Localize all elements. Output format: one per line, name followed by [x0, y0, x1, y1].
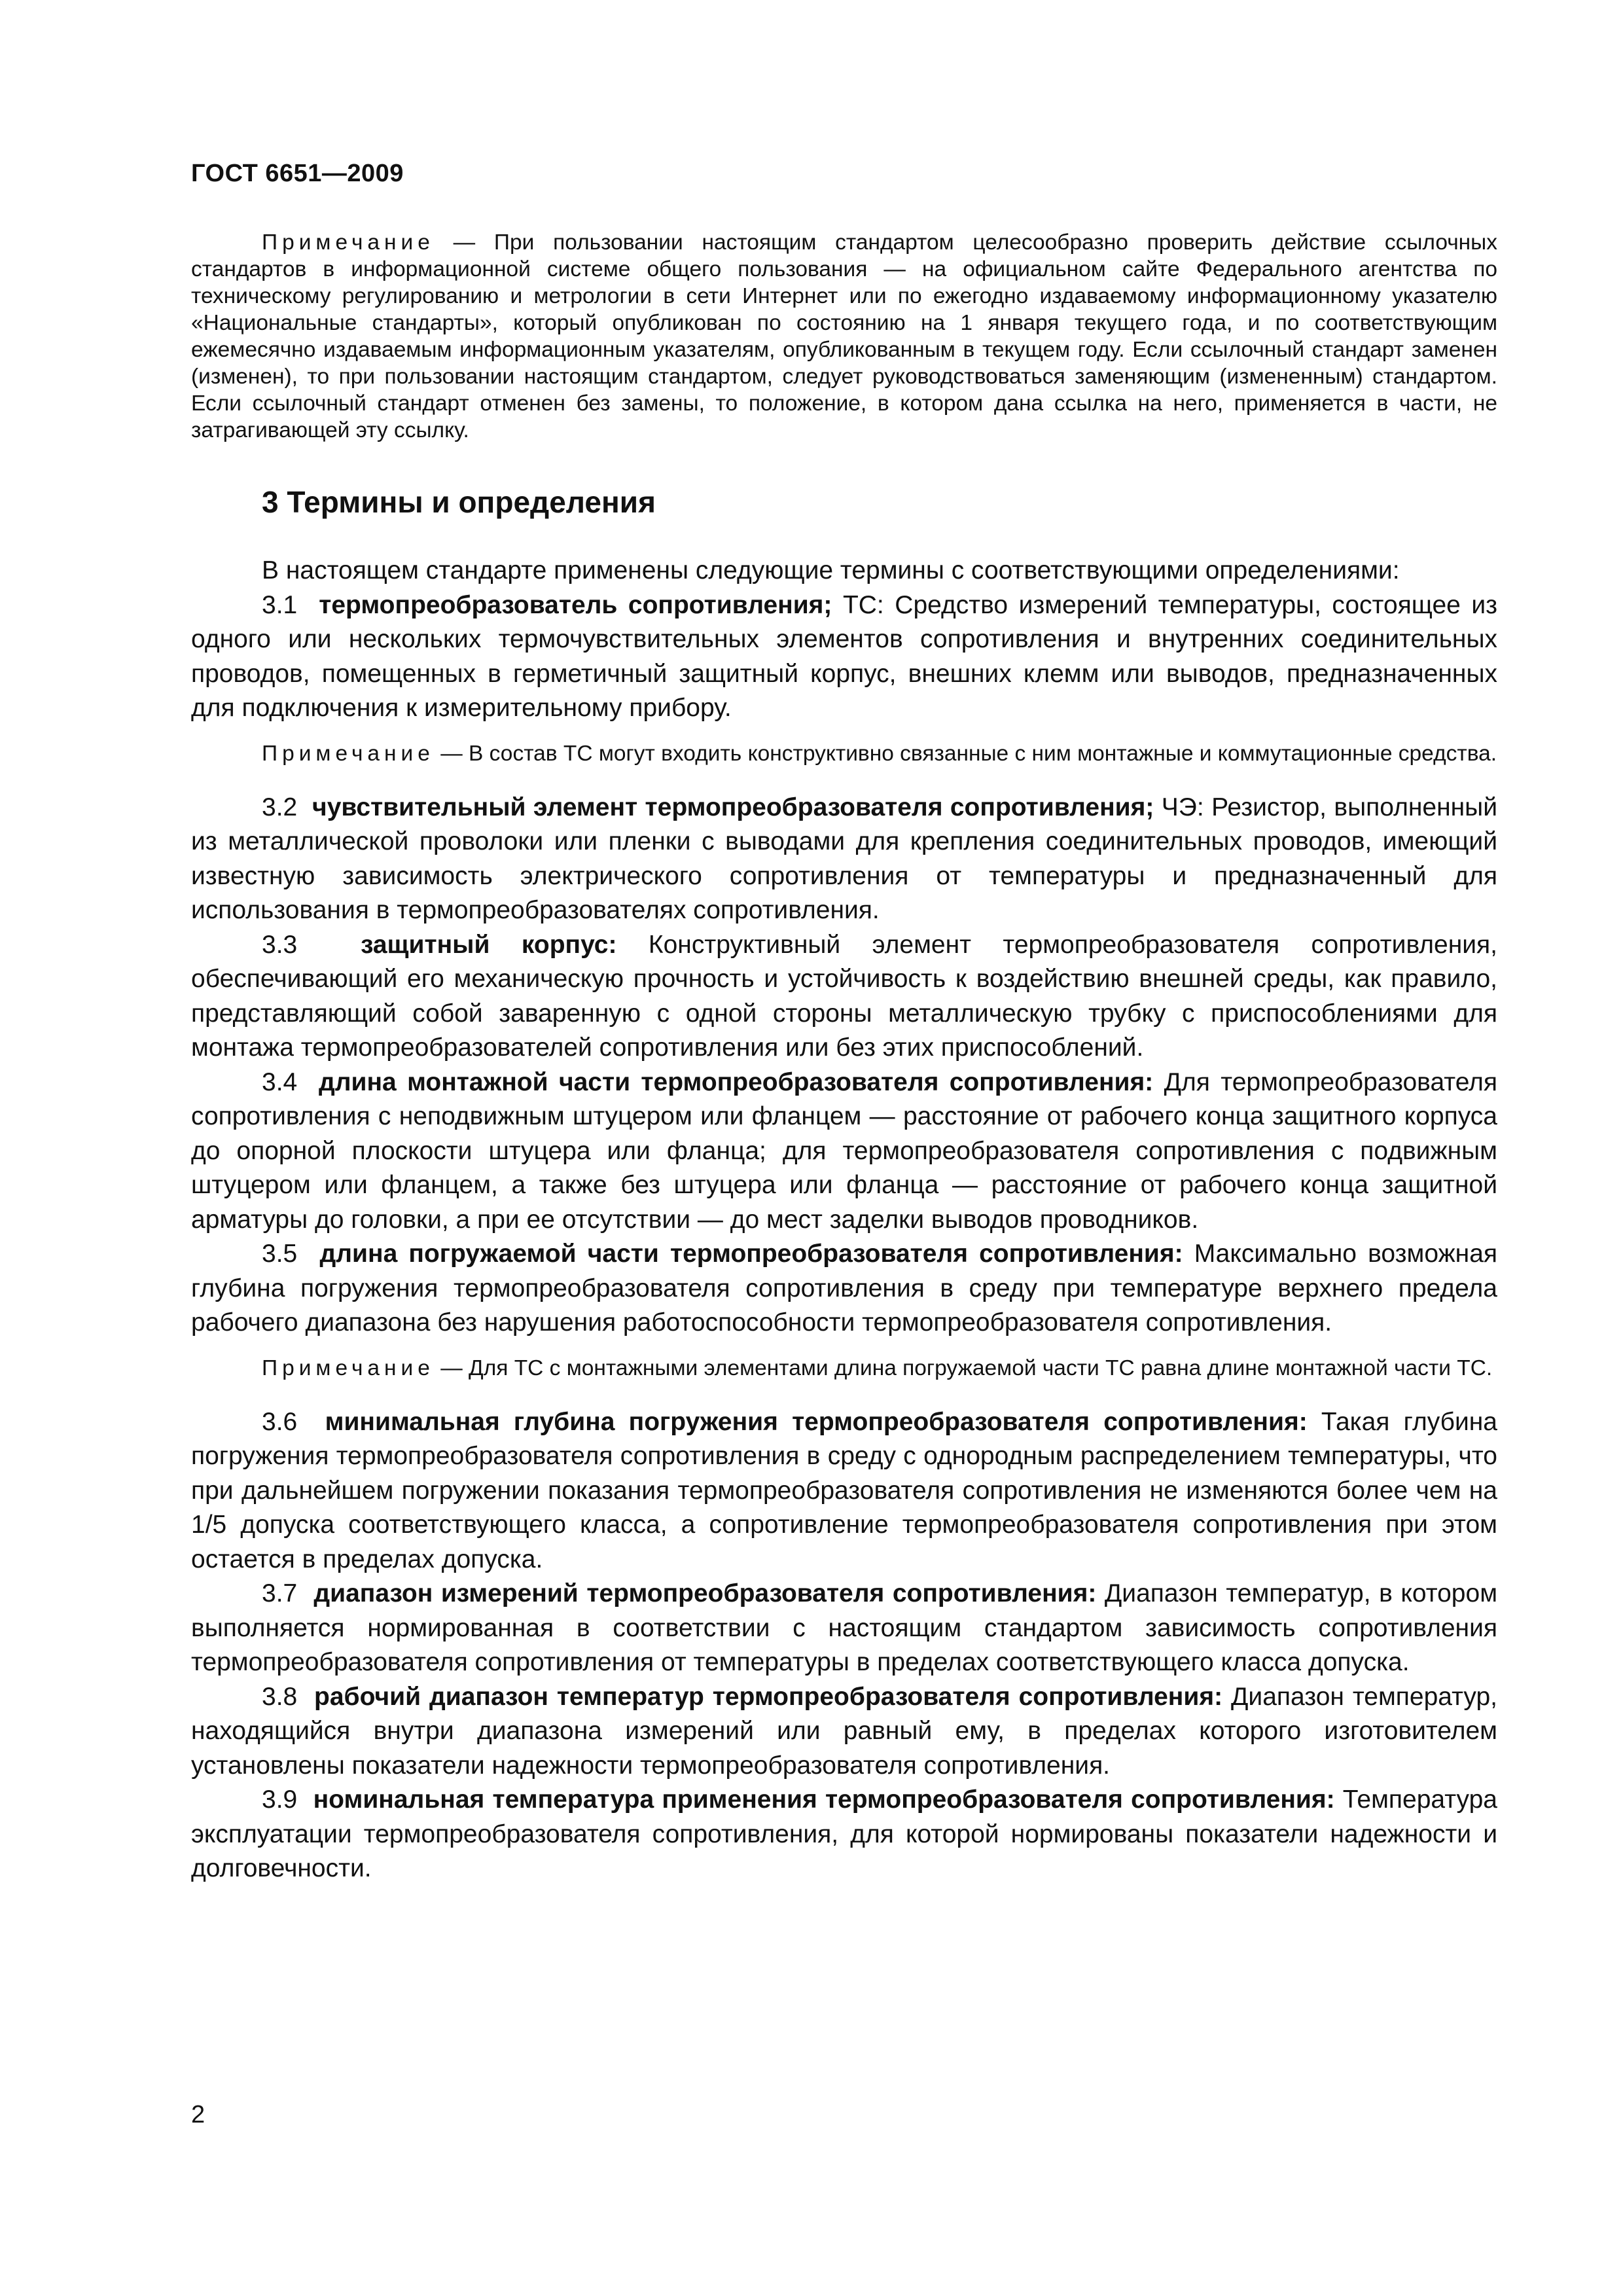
document-id-header: ГОСТ 6651—2009 — [191, 160, 404, 187]
term-3-4 — [191, 1066, 1497, 1238]
term-name: минимальная глубина погружения термопреобразователя сопротивления: — [325, 1407, 1308, 1436]
term-number: 3.8 — [262, 1682, 298, 1711]
term-definition: ТС: Средство измерений температуры, состоящее из одного или нескольких термочувствительных элементов сопротивления и внутренних соединительных проводов, помещенных в герметичный защитный корпус, внешних клемм или выводов, предназначенных для подключения к измерительному прибору. — [191, 590, 1498, 722]
term-definition: Конструктивный элемент термопреобразователя сопротивления, обеспечивающий его механическую прочность и устойчивость к воздействию внешней среды, как правило, представляющий собой заваренную с одной стороны металлическую трубку с приспособлениями для монтажа термопреобразователей сопротивления или без этих приспособлений. — [191, 930, 1497, 1062]
note-label: Примечание — [262, 230, 435, 255]
term-number: 3.6 — [262, 1407, 298, 1436]
term-number: 3.7 — [262, 1579, 298, 1607]
note-dash: — — [434, 230, 494, 255]
term-3-6 — [191, 1405, 1497, 1577]
term-3-1 — [191, 588, 1497, 726]
term-number: 3.4 — [262, 1067, 298, 1096]
term-definition: Максимально возможная глубина погружения термопреобразователя сопротивления в среду при температуре верхнего предела рабочего диапазона без нарушения работоспособности термопреобразователя сопротивления. — [191, 1240, 1498, 1336]
page-content — [191, 229, 1497, 1886]
term-number: 3.5 — [262, 1240, 298, 1268]
term-number: 3.9 — [262, 1785, 298, 1814]
note-label: Примечание — [262, 741, 435, 766]
section-intro: В настоящем стандарте применены следующие термины с соответствующими определениями: — [262, 556, 1400, 584]
term-number: 3.2 — [262, 793, 298, 821]
section-heading: 3 Термины и определения — [262, 485, 656, 519]
term-3-3 — [191, 928, 1497, 1066]
term-name: длина погружаемой части термопреобразователя сопротивления: — [319, 1240, 1183, 1268]
term-note-2 — [191, 1355, 1497, 1382]
term-3-2 — [191, 791, 1497, 928]
term-definition: Диапазон температур, находящийся внутри диапазона измерений или равный ему, в пределах которого изготовителем установлены показатели надежности термопреобразователя сопротивления. — [191, 1682, 1497, 1780]
term-name: защитный корпус: — [361, 930, 617, 959]
term-name: термопреобразователь сопротивления; — [319, 590, 832, 619]
term-note-1 — [191, 740, 1497, 767]
term-definition: ЧЭ: Резистор, выполненный из металлической проволоки или пленки с выводами для крепления соединительных проводов, имеющий известную зависимость электрического сопротивления от температуры и предназначенный для использования в термопреобразователях сопротивления. — [191, 793, 1498, 924]
term-name: диапазон измерений термопреобразователя сопротивления: — [313, 1579, 1097, 1607]
page-number: 2 — [191, 2101, 205, 2128]
term-name: номинальная температура применения термопреобразователя сопротивления: — [313, 1785, 1335, 1814]
term-name: длина монтажной части термопреобразователя сопротивления: — [318, 1067, 1154, 1096]
note-text: Для ТС с монтажными элементами длина погружаемой части ТС равна длине монтажной части ТС. — [469, 1355, 1493, 1380]
note-text: В состав ТС могут входить конструктивно связанные с ним монтажные и коммутационные средства. — [469, 741, 1497, 766]
term-definition: Для термопреобразователя сопротивления с неподвижным штуцером или фланцем — расстояние от рабочего конца защитного корпуса до опорной плоскости штуцера или фланца; для термопреобразователя сопротивления с подвижным штуцером или фланцем, а также без штуцера или фланца — расстояние от рабочего конца защитной арматуры до головки, а при ее отсутствии — до мест заделки выводов проводников. — [191, 1067, 1497, 1234]
note-text: При пользовании настоящим стандартом целесообразно проверить действие ссылочных стандартов в информационной системе общего пользования — на официальном сайте Федерального агентства по техническому регулированию и метрологии в сети Интернет или по ежегодно издаваемому информационному указателю «Национальные стандарты», который опубликован по состоянию на 1 января текущего года, и по соответствующим ежемесячно издаваемым информационным указателям, опубликованным в текущем году. Если ссылочный стандарт заменен (изменен), то при пользовании настоящим стандартом, следует руководствоваться заменяющим (измененным) стандартом. Если ссылочный стандарт отменен без замены, то положение, в котором дана ссылка на него, применяется в части, не затрагивающей эту ссылку. — [191, 230, 1497, 442]
note-dash: — — [434, 741, 469, 766]
term-definition: Такая глубина погружения термопреобразователя сопротивления в среду с однородным распределением температуры, что при дальнейшем погружении показания термопреобразователя сопротивления не изменяются более чем на 1/5 допуска соответствующего класса, а сопротивление термопреобразователя сопротивления при этом остается в пределах допуска. — [191, 1407, 1497, 1573]
term-3-5 — [191, 1237, 1497, 1340]
term-number: 3.1 — [262, 590, 298, 619]
term-number: 3.3 — [262, 930, 298, 959]
term-definition: Температура эксплуатации термопреобразователя сопротивления, для которой нормированы показатели надежности и долговечности. — [191, 1785, 1497, 1882]
term-3-7 — [191, 1577, 1497, 1680]
term-definition: Диапазон температур, в котором выполняется нормированная в соответствии с настоящим стандартом зависимость сопротивления термопреобразователя сопротивления от температуры в пределах соответствующего класса допуска. — [191, 1579, 1498, 1676]
note-label: Примечание — [262, 1355, 435, 1380]
top-note — [191, 229, 1497, 444]
term-3-9 — [191, 1783, 1497, 1886]
term-name: рабочий диапазон температур термопреобразователя сопротивления: — [314, 1682, 1223, 1711]
term-name: чувствительный элемент термопреобразователя сопротивления; — [312, 793, 1154, 821]
term-3-8 — [191, 1680, 1497, 1784]
note-dash: — — [434, 1355, 469, 1380]
